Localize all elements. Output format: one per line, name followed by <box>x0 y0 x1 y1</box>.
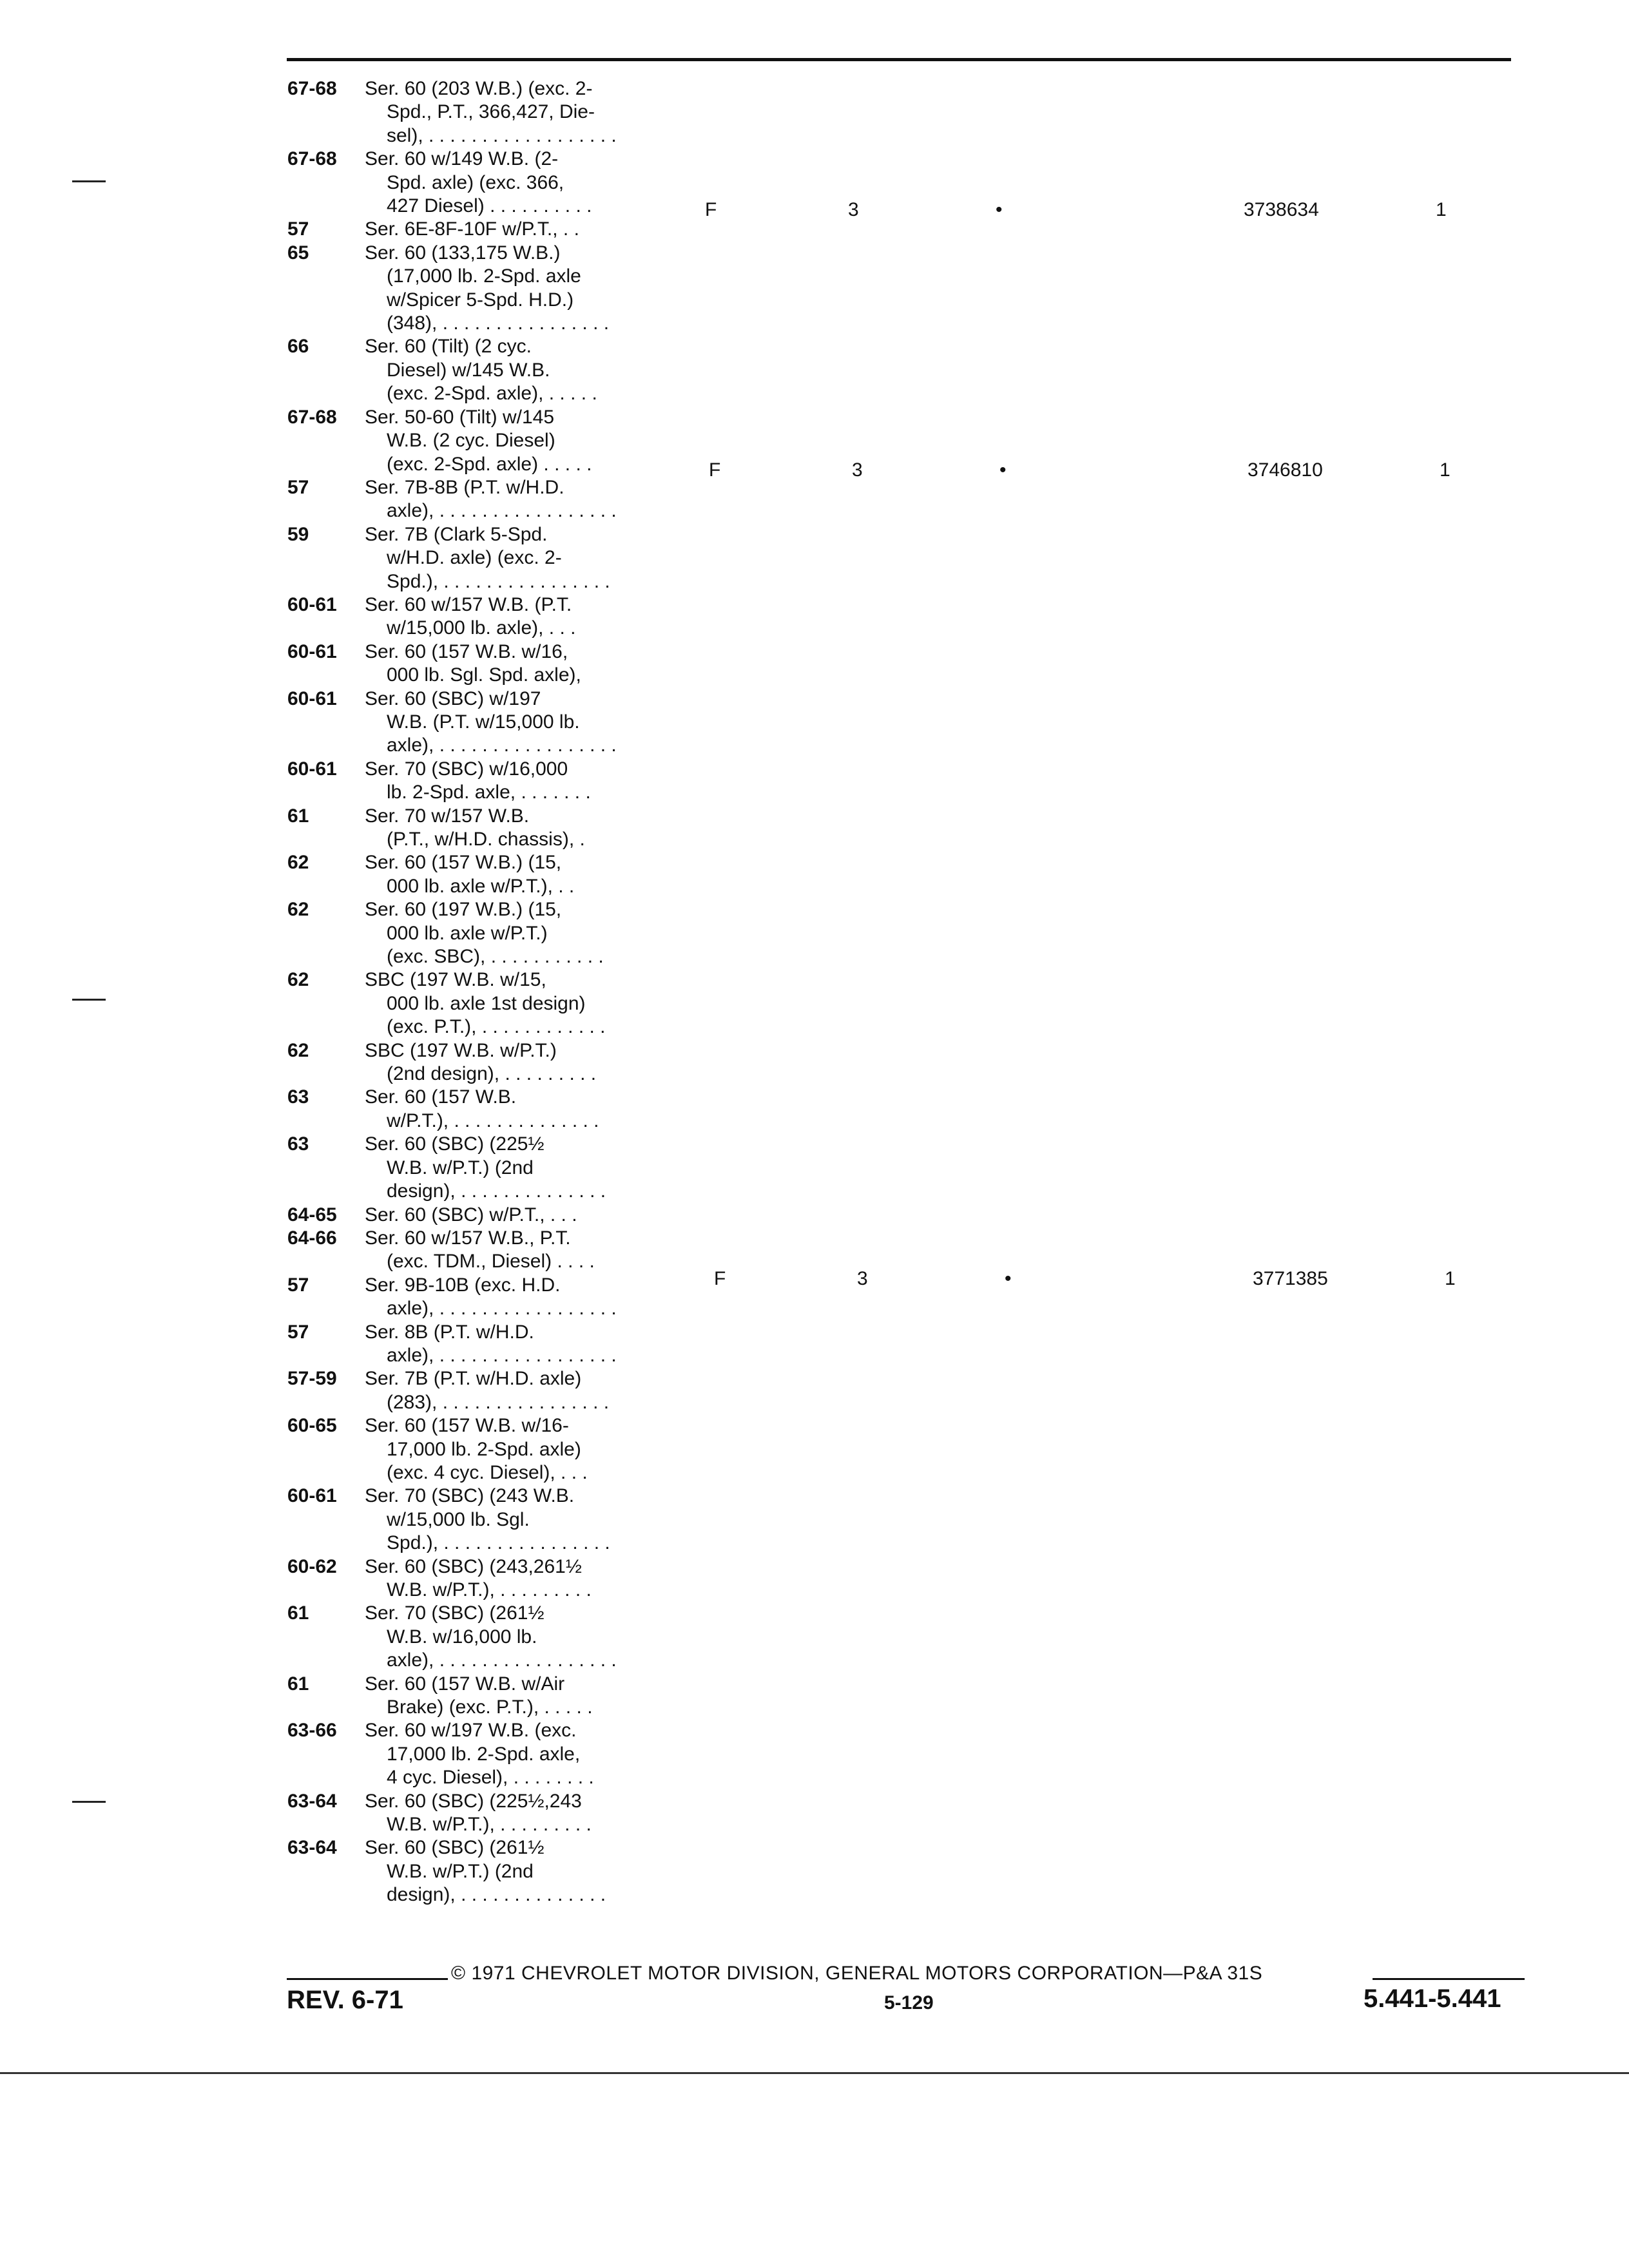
description-line: Ser. 60 (157 W.B. <box>365 1086 517 1108</box>
description-line: w/Spicer 5-Spd. H.D.) <box>387 289 574 311</box>
description-line: Ser. 7B-8B (P.T. w/H.D. <box>365 476 564 498</box>
description-line: lb. 2-Spd. axle, . . . . . . . <box>387 782 591 803</box>
description-line: (exc. 2-Spd. axle) . . . . . <box>387 453 592 475</box>
application-description <box>365 1719 732 1789</box>
application-description <box>365 242 732 336</box>
list-item <box>287 1719 738 1789</box>
description-line: Ser. 60 w/197 W.B. (exc. <box>365 1720 577 1742</box>
list-item <box>287 1555 738 1602</box>
part-number: 3746810 <box>1248 459 1323 481</box>
description-line: (exc. P.T.), . . . . . . . . . . . . <box>387 1016 606 1038</box>
description-line: Ser. 60 (157 W.B. w/Air <box>365 1673 565 1695</box>
quantity: 3 <box>857 1268 868 1289</box>
description-line: SBC (197 W.B. w/P.T.) <box>365 1039 557 1061</box>
description-line: Ser. 60 (SBC) (225½ <box>365 1133 545 1155</box>
description-line: W.B. w/P.T.) (2nd <box>387 1157 534 1178</box>
list-item <box>287 1227 738 1274</box>
description-line: W.B. w/16,000 lb. <box>387 1626 537 1648</box>
model-years: 61 <box>287 1602 309 1624</box>
model-years: 62 <box>287 969 309 991</box>
description-line: axle), . . . . . . . . . . . . . . . . . <box>387 1344 617 1366</box>
description-line: Ser. 70 (SBC) (261½ <box>365 1602 545 1624</box>
list-item <box>287 1602 738 1672</box>
description-line: Ser. 60 (157 W.B.) (15, <box>365 852 562 874</box>
list-item <box>287 758 738 805</box>
description-line: Ser. 60 (SBC) (261½ <box>365 1837 545 1859</box>
model-years: 67-68 <box>287 78 337 99</box>
list-item <box>287 1367 738 1414</box>
description-line: 17,000 lb. 2-Spd. axle, <box>387 1743 581 1765</box>
margin-tick <box>72 180 106 182</box>
application-description <box>365 758 732 805</box>
model-years: 60-61 <box>287 687 337 709</box>
description-line: Ser. 70 (SBC) (243 W.B. <box>365 1485 575 1507</box>
model-years: 63-66 <box>287 1720 337 1742</box>
model-years: 60-61 <box>287 593 337 615</box>
list-item <box>287 687 738 758</box>
list-item <box>287 523 738 593</box>
description-line: w/P.T.), . . . . . . . . . . . . . . <box>387 1110 599 1131</box>
description-line: 427 Diesel) . . . . . . . . . . <box>387 195 592 217</box>
model-years: 60-62 <box>287 1555 337 1577</box>
description-line: Ser. 7B (P.T. w/H.D. axle) <box>365 1368 582 1390</box>
list-item <box>287 1414 738 1485</box>
list-item <box>287 640 738 687</box>
model-years: 59 <box>287 523 309 545</box>
model-years: 60-65 <box>287 1415 337 1437</box>
description-line: Diesel) w/145 W.B. <box>387 359 550 381</box>
application-description <box>365 1836 732 1907</box>
list-item <box>287 1039 738 1086</box>
description-line: Ser. 70 (SBC) w/16,000 <box>365 758 568 780</box>
application-description <box>365 1555 732 1602</box>
list-item <box>287 898 738 968</box>
description-line: 000 lb. Sgl. Spd. axle), <box>387 664 581 686</box>
list-item <box>287 406 738 476</box>
application-description <box>365 148 732 218</box>
model-years: 67-68 <box>287 406 337 428</box>
description-line: (2nd design), . . . . . . . . . <box>387 1063 597 1085</box>
list-item <box>287 1086 738 1133</box>
model-years: 60-61 <box>287 1485 337 1507</box>
list-item <box>287 148 738 218</box>
part-number: 3771385 <box>1253 1268 1328 1289</box>
description-line: Ser. 70 w/157 W.B. <box>365 805 530 827</box>
model-years: 57 <box>287 218 309 240</box>
list-item <box>287 335 738 405</box>
model-years: 64-66 <box>287 1227 337 1249</box>
margin-tick <box>72 1801 106 1803</box>
description-line: axle), . . . . . . . . . . . . . . . . . <box>387 735 617 756</box>
quantity: 3 <box>848 199 859 220</box>
application-description <box>365 593 732 640</box>
model-years: 57 <box>287 1321 309 1343</box>
application-description <box>365 1602 732 1672</box>
description-line: Spd. axle) (exc. 366, <box>387 171 564 193</box>
application-description <box>365 1790 732 1837</box>
list-item <box>287 242 738 336</box>
model-years: 63-64 <box>287 1790 337 1812</box>
description-line: Brake) (exc. P.T.), . . . . . <box>387 1696 593 1718</box>
description-line: Ser. 7B (Clark 5-Spd. <box>365 523 548 545</box>
model-years: 61 <box>287 1673 309 1695</box>
description-line: Ser. 60 w/149 W.B. (2- <box>365 148 559 170</box>
list-item <box>287 77 738 148</box>
description-line: 000 lb. axle w/P.T.) <box>387 922 548 944</box>
application-description <box>365 77 732 148</box>
application-description <box>365 898 732 968</box>
description-line: Ser. 60 (SBC) (225½,243 <box>365 1790 582 1812</box>
bullet-mark: • <box>1005 1268 1012 1289</box>
list-item <box>287 1204 738 1227</box>
application-description <box>365 1133 732 1203</box>
description-line: W.B. (2 cyc. Diesel) <box>387 430 555 452</box>
model-years: 63 <box>287 1133 309 1155</box>
description-line: (283), . . . . . . . . . . . . . . . . <box>387 1391 610 1413</box>
description-line: (exc. 2-Spd. axle), . . . . . <box>387 383 597 405</box>
description-line: w/H.D. axle) (exc. 2- <box>387 547 562 569</box>
model-years: 65 <box>287 242 309 264</box>
model-years: 66 <box>287 336 309 358</box>
revision-label: REV. 6-71 <box>287 1986 403 2014</box>
application-list <box>287 77 738 1907</box>
description-line: axle), . . . . . . . . . . . . . . . . . <box>387 500 617 522</box>
description-line: Ser. 60 (203 W.B.) (exc. 2- <box>365 78 593 99</box>
description-line: w/15,000 lb. Sgl. <box>387 1508 530 1530</box>
description-line: axle), . . . . . . . . . . . . . . . . . <box>387 1298 617 1320</box>
description-line: Ser. 60 (133,175 W.B.) <box>365 242 561 264</box>
bullet-mark: • <box>996 199 1003 220</box>
description-line: Ser. 60 (SBC) w/P.T., . . . <box>365 1204 577 1225</box>
description-line: 17,000 lb. 2-Spd. axle) <box>387 1438 581 1460</box>
description-line: 000 lb. axle 1st design) <box>387 992 586 1014</box>
top-rule <box>287 58 1511 61</box>
model-years: 62 <box>287 1039 309 1061</box>
description-line: 000 lb. axle w/P.T.), . . <box>387 875 575 897</box>
list-item <box>287 1133 738 1203</box>
bullet-mark: • <box>999 459 1007 481</box>
application-description <box>365 1086 732 1133</box>
list-item <box>287 1790 738 1837</box>
description-line: design), . . . . . . . . . . . . . . <box>387 1884 606 1906</box>
description-line: Ser. 60 (157 W.B. w/16- <box>365 1415 569 1437</box>
list-item <box>287 593 738 640</box>
unit-count: 1 <box>1445 1268 1456 1289</box>
list-item <box>287 968 738 1039</box>
description-line: design), . . . . . . . . . . . . . . <box>387 1180 606 1202</box>
unit-count: 1 <box>1436 199 1447 220</box>
list-item <box>287 1321 738 1368</box>
application-description <box>365 1673 732 1720</box>
list-item <box>287 218 738 241</box>
model-years: 57 <box>287 476 309 498</box>
application-description <box>365 1039 732 1086</box>
description-line: W.B. w/P.T.) (2nd <box>387 1860 534 1882</box>
application-description <box>365 218 732 241</box>
list-item <box>287 851 738 898</box>
model-years: 60-61 <box>287 758 337 780</box>
application-description <box>365 1485 732 1555</box>
model-years: 60-61 <box>287 640 337 662</box>
application-description <box>365 968 732 1039</box>
description-line: SBC (197 W.B. w/15, <box>365 969 546 991</box>
list-item <box>287 1485 738 1555</box>
application-description <box>365 1204 732 1227</box>
description-line: (exc. TDM., Diesel) . . . . <box>387 1251 595 1273</box>
model-years: 61 <box>287 805 309 827</box>
application-description <box>365 640 732 687</box>
application-description <box>365 1414 732 1485</box>
application-description <box>365 1227 732 1274</box>
category-code: F <box>709 459 721 481</box>
model-years: 62 <box>287 899 309 921</box>
list-item <box>287 805 738 852</box>
application-description <box>365 805 732 852</box>
description-line: Ser. 60 (SBC) (243,261½ <box>365 1555 582 1577</box>
model-years: 62 <box>287 852 309 874</box>
quantity: 3 <box>852 459 863 481</box>
model-years: 57-59 <box>287 1368 337 1390</box>
bottom-rule <box>0 2072 1629 2074</box>
model-years: 67-68 <box>287 148 337 170</box>
description-line: axle), . . . . . . . . . . . . . . . . . <box>387 1649 617 1671</box>
description-line: Ser. 60 (197 W.B.) (15, <box>365 899 562 921</box>
description-line: Ser. 60 (157 W.B. w/16, <box>365 640 568 662</box>
description-line: Spd.), . . . . . . . . . . . . . . . . <box>387 1532 610 1554</box>
description-line: W.B. (P.T. w/15,000 lb. <box>387 711 580 733</box>
application-description <box>365 523 732 593</box>
description-line: W.B. w/P.T.), . . . . . . . . . <box>387 1814 592 1836</box>
description-line: (17,000 lb. 2-Spd. axle <box>387 265 581 287</box>
category-code: F <box>714 1268 726 1289</box>
application-description <box>365 1367 732 1414</box>
description-line: Ser. 60 w/157 W.B. (P.T. <box>365 593 572 615</box>
page-number: 5-129 <box>884 1992 934 2013</box>
application-description <box>365 335 732 405</box>
list-item <box>287 1673 738 1720</box>
model-years: 64-65 <box>287 1204 337 1225</box>
description-line: Ser. 9B-10B (exc. H.D. <box>365 1274 561 1296</box>
list-item <box>287 1274 738 1321</box>
description-line: 4 cyc. Diesel), . . . . . . . . <box>387 1767 594 1789</box>
list-item <box>287 1836 738 1907</box>
description-line: w/15,000 lb. axle), . . . <box>387 617 576 639</box>
list-item <box>287 476 738 523</box>
description-line: (348), . . . . . . . . . . . . . . . . <box>387 312 610 334</box>
description-line: Ser. 50-60 (Tilt) w/145 <box>365 406 555 428</box>
application-description <box>365 476 732 523</box>
description-line: sel), . . . . . . . . . . . . . . . . . . <box>387 124 617 146</box>
application-description <box>365 687 732 758</box>
description-line: Ser. 60 (Tilt) (2 cyc. <box>365 336 532 358</box>
footer-copyright: © 1971 CHEVROLET MOTOR DIVISION, GENERAL MOTORS CORPORATION—P&A 31S <box>451 1963 1263 1984</box>
margin-tick <box>72 999 106 1001</box>
application-description <box>365 406 732 476</box>
description-line: Spd.), . . . . . . . . . . . . . . . . <box>387 570 610 592</box>
application-description <box>365 1321 732 1368</box>
part-number: 3738634 <box>1244 199 1319 220</box>
model-years: 63 <box>287 1086 309 1108</box>
description-line: W.B. w/P.T.), . . . . . . . . . <box>387 1579 592 1600</box>
application-description <box>365 1274 732 1321</box>
description-line: (exc. 4 cyc. Diesel), . . . <box>387 1461 588 1483</box>
description-line: Ser. 6E-8F-10F w/P.T., . . <box>365 218 579 240</box>
description-line: Ser. 8B (P.T. w/H.D. <box>365 1321 534 1343</box>
description-line: Ser. 60 (SBC) w/197 <box>365 687 541 709</box>
section-number: 5.441-5.441 <box>1364 1984 1501 2013</box>
description-line: Spd., P.T., 366,427, Die- <box>387 101 595 123</box>
description-line: (exc. SBC), . . . . . . . . . . . <box>387 946 604 968</box>
model-years: 57 <box>287 1274 309 1296</box>
description-line: (P.T., w/H.D. chassis), . <box>387 829 585 850</box>
application-description <box>365 851 732 898</box>
footer-rule <box>287 1978 448 1980</box>
description-line: Ser. 60 w/157 W.B., P.T. <box>365 1227 571 1249</box>
footer-rule <box>1373 1978 1525 1980</box>
category-code: F <box>705 199 717 220</box>
model-years: 63-64 <box>287 1837 337 1859</box>
unit-count: 1 <box>1440 459 1451 481</box>
